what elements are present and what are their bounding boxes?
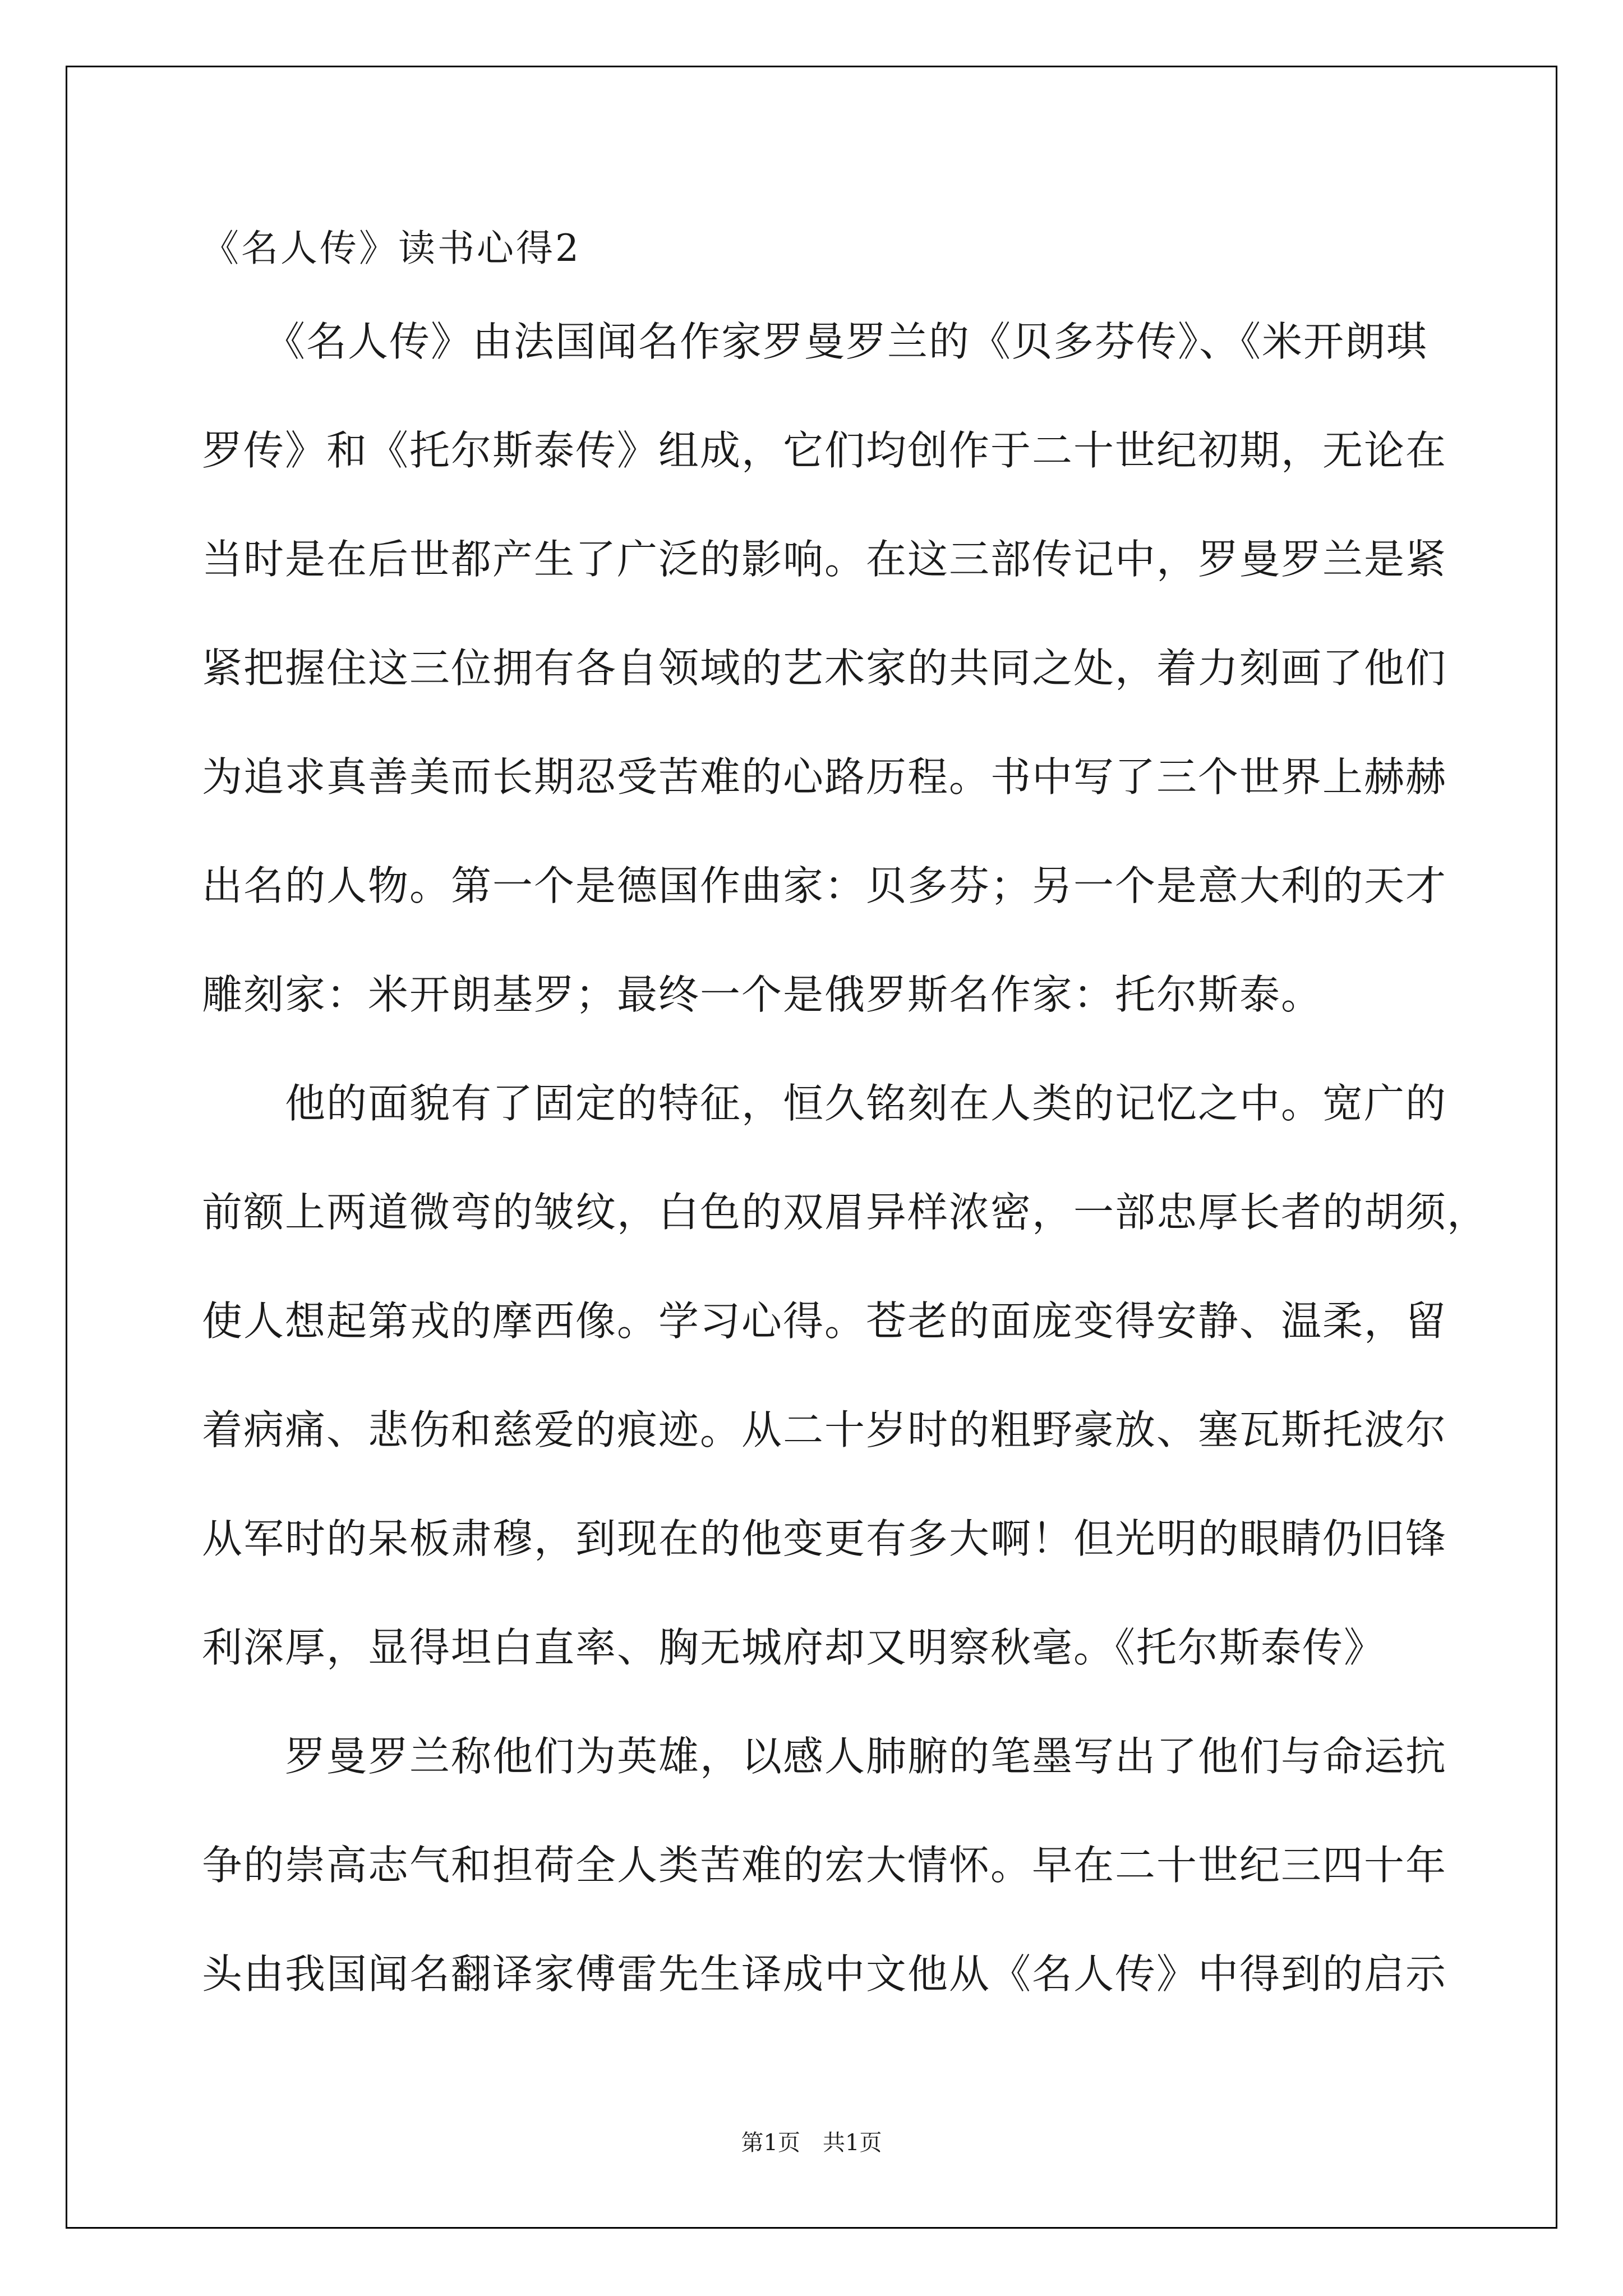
text-line: 为追求真善美而长期忍受苦难的心路历程。书中写了三个世界上赫赫	[202, 753, 1447, 800]
text-line: 罗曼罗兰称他们为英雄，以感人肺腑的笔墨写出了他们与命运抗	[202, 1733, 1447, 1780]
text-line: 着病痛、悲伤和慈爱的痕迹。从二十岁时的粗野豪放、塞瓦斯托波尔	[202, 1406, 1447, 1453]
text-line: 争的崇高志气和担荷全人类苦难的宏大情怀。早在二十世纪三四十年	[202, 1842, 1447, 1889]
text-line: 《名人传》由法国闻名作家罗曼罗兰的《贝多芬传》、《米开朗琪	[202, 318, 1428, 365]
text-line: 利深厚，显得坦白直率、胸无城府却又明察秋毫。《托尔斯泰传》	[202, 1624, 1386, 1671]
text-line: 紧把握住这三位拥有各自领域的艺术家的共同之处，着力刻画了他们	[202, 645, 1447, 692]
paragraph	[202, 1079, 1489, 1732]
page-footer: 第1页 共1页	[741, 2130, 882, 2156]
text-line: 罗传》和《托尔斯泰传》组成，它们均创作于二十世纪初期，无论在	[202, 427, 1447, 474]
document-body	[202, 224, 1489, 2059]
text-line: 他的面貌有了固定的特征，恒久铭刻在人类的记忆之中。宽广的	[202, 1080, 1447, 1127]
text-line: 当时是在后世都产生了广泛的影响。在这三部传记中，罗曼罗兰是紧	[202, 536, 1447, 583]
paragraph	[202, 318, 1469, 1079]
text-line: 使人想起第戎的摩西像。学习心得。苍老的面庞变得安静、温柔，留	[202, 1297, 1447, 1345]
document-title: 《名人传》读书心得2	[202, 227, 581, 270]
paragraph	[202, 1732, 1469, 2059]
text-line: 从军时的呆板肃穆，到现在的他变更有多大啊！但光明的眼睛仍旧锋	[202, 1515, 1447, 1562]
text-line: 雕刻家：米开朗基罗；最终一个是俄罗斯名作家：托尔斯泰。	[202, 971, 1323, 1018]
text-line: 头由我国闻名翻译家傅雷先生译成中文他从《名人传》中得到的启示	[202, 1950, 1447, 1998]
text-line: 出名的人物。第一个是德国作曲家：贝多芬；另一个是意大利的天才	[202, 862, 1447, 909]
text-line: 前额上两道微弯的皱纹，白色的双眉异样浓密，一部忠厚长者的胡须，	[202, 1189, 1489, 1236]
